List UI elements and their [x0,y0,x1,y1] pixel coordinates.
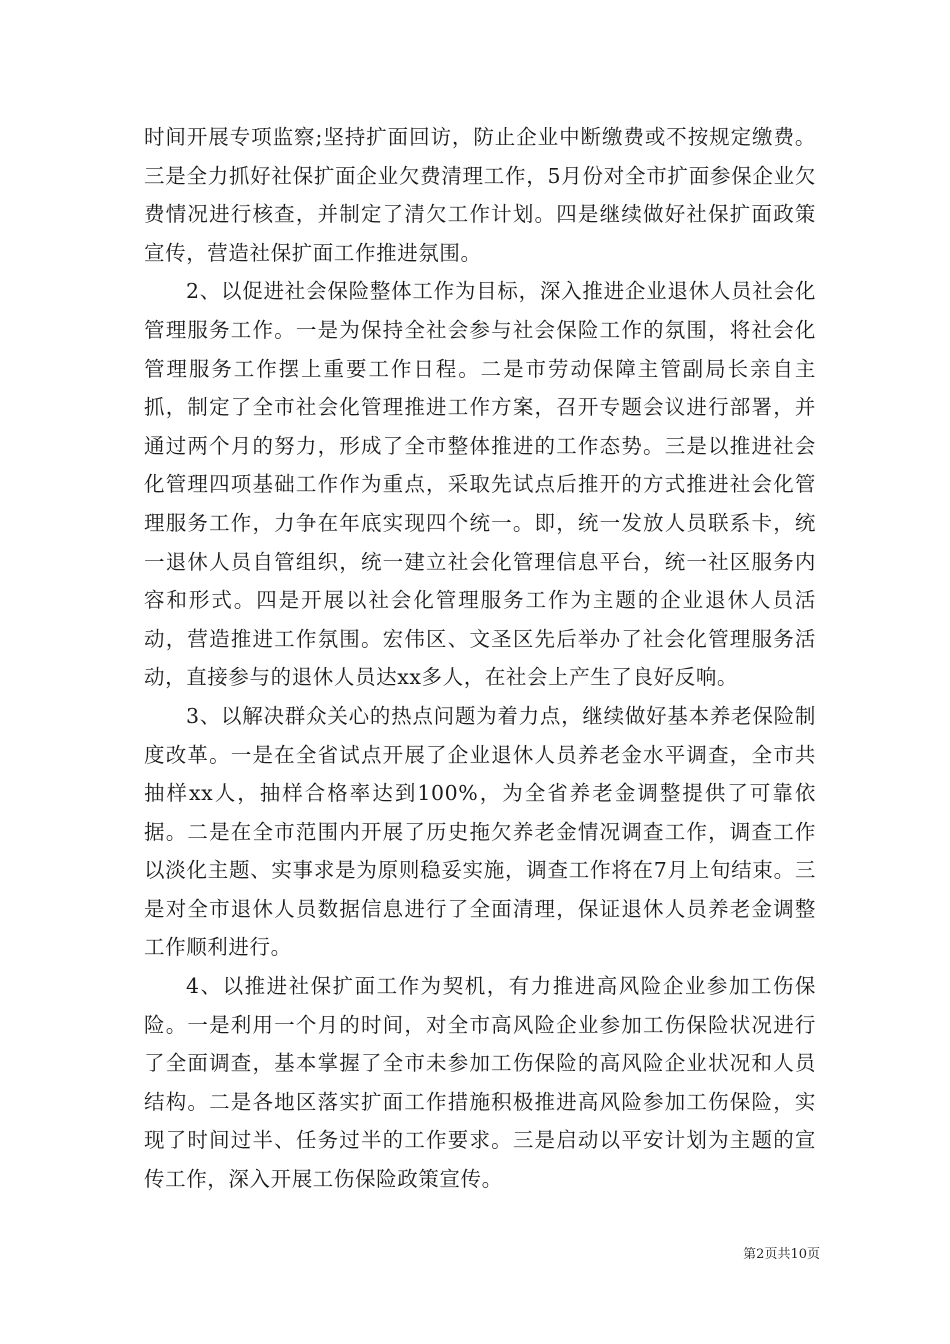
page-number: 第2页共10页 [743,1247,820,1262]
paragraph-item-3: 3、以解决群众关心的热点问题为着力点，继续做好基本养老保险制度改革。一是在全省试点开展了企业退休人员养老金水平调查，全市共抽样xx人，抽样合格率达到100%，为全省养老金调整提供了可靠依据。二是在全市范围内开展了历史拖欠养老金情况调查工作，调查工作以淡化主题、实事求是为原则稳妥实施，调查工作将在7月上旬结束。三是对全市退休人员数据信息进行了全面清理，保证退休人员养老金调整工作顺利进行。 [144,703,816,960]
paragraph-continued: 时间开展专项监察;坚持扩面回访，防止企业中断缴费或不按规定缴费。三是全力抓好社保扩面企业欠费清理工作，5月份对全市扩面参保企业欠费情况进行核查，并制定了清欠工作计划。四是继续做好社保扩面政策宣传，营造社保扩面工作推进氛围。 [144,125,816,265]
paragraph-item-4: 4、以推进社保扩面工作为契机，有力推进高风险企业参加工伤保险。一是利用一个月的时间，对全市高风险企业参加工伤保险状况进行了全面调查，基本掌握了全市未参加工伤保险的高风险企业状况和人员结构。二是各地区落实扩面工作措施积极推进高风险参加工伤保险，实现了时间过半、任务过半的工作要求。三是启动以平安计划为主题的宣传工作，深入开展工伤保险政策宣传。 [144,974,816,1192]
document-body [144,118,816,1199]
paragraph-item-2: 2、以促进社会保险整体工作为目标，深入推进企业退休人员社会化管理服务工作。一是为保持全社会参与社会保险工作的氛围，将社会化管理服务工作摆上重要工作日程。二是市劳动保障主管副局长亲自主抓，制定了全市社会化管理推进工作方案，召开专题会议进行部署，并通过两个月的努力，形成了全市整体推进的工作态势。三是以推进社会化管理四项基础工作作为重点，采取先试点后推开的方式推进社会化管理服务工作，力争在年底实现四个统一。即，统一发放人员联系卡，统一退休人员自管组织，统一建立社会化管理信息平台，统一社区服务内容和形式。四是开展以社会化管理服务工作为主题的企业退休人员活动，营造推进工作氛围。宏伟区、文圣区先后举办了社会化管理服务活动，直接参与的退休人员达xx多人，在社会上产生了良好反响。 [144,279,816,690]
